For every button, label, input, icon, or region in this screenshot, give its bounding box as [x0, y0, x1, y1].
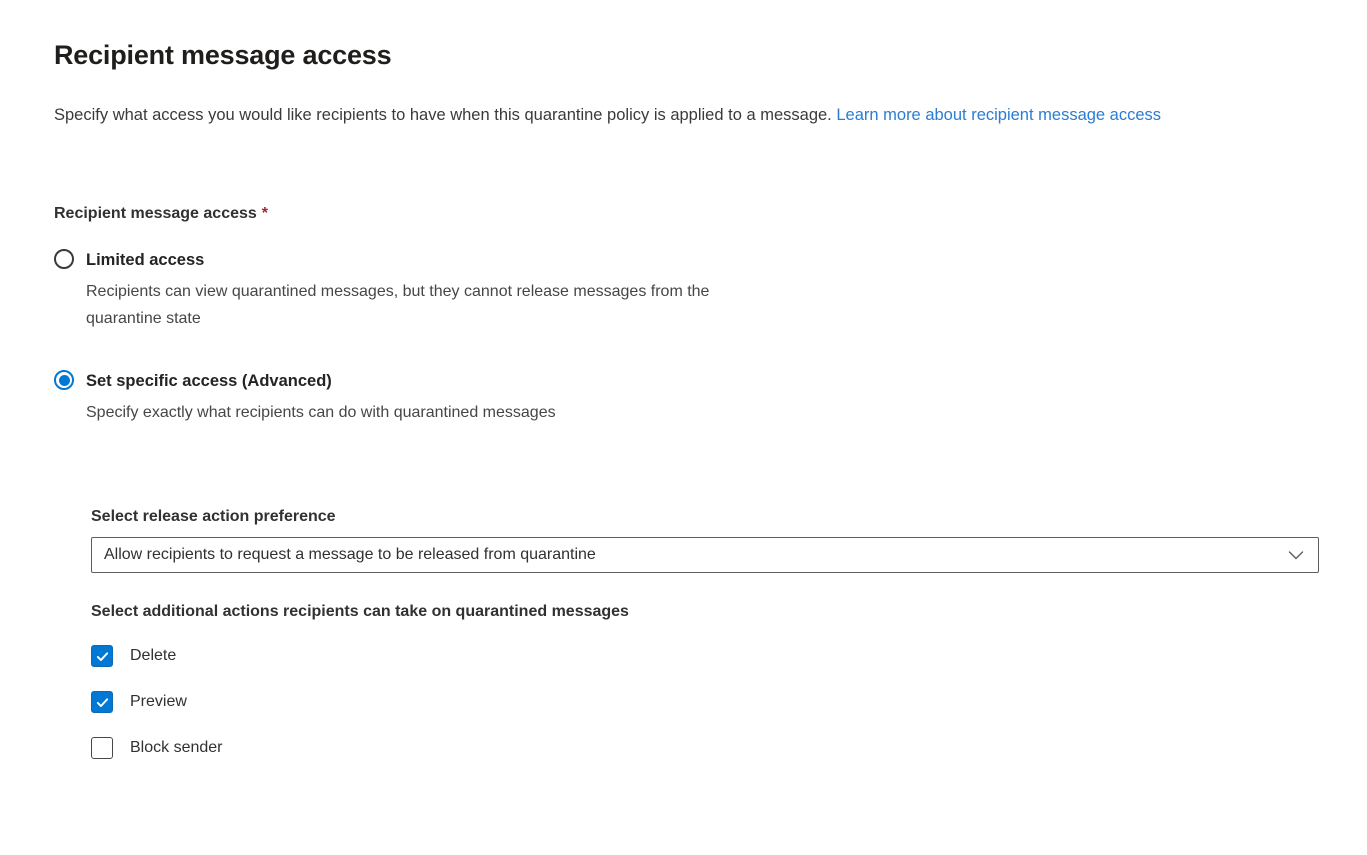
checkbox-row-delete[interactable]: [91, 645, 1319, 667]
access-radio-group: [54, 249, 1319, 426]
check-icon: [95, 649, 110, 664]
checkbox-delete[interactable]: [91, 645, 113, 667]
checkbox-row-preview[interactable]: [91, 691, 1319, 713]
release-action-dropdown[interactable]: [91, 537, 1319, 573]
radio-selected-dot: [59, 375, 70, 386]
radio-description-set-specific-access: Specify exactly what recipients can do with quarantined messages: [86, 404, 556, 421]
release-action-label: Select release action preference: [91, 508, 336, 525]
checkbox-label-delete: Delete: [130, 647, 177, 664]
page-description: [54, 101, 1189, 129]
advanced-access-section: [91, 508, 1319, 759]
radio-option-set-specific-access[interactable]: [54, 370, 1319, 426]
radio-description-limited-access: Recipients can view quarantined messages, but they cannot release messages from the quarantine state: [86, 283, 710, 327]
learn-more-link[interactable]: Learn more about recipient message access: [836, 106, 1162, 124]
radio-label-set-specific-access: Set specific access (Advanced): [86, 372, 332, 390]
additional-actions-checkbox-list: [91, 645, 1319, 759]
release-action-dropdown-value: Allow recipients to request a message to be released from quarantine: [104, 546, 596, 563]
checkbox-block-sender[interactable]: [91, 737, 113, 759]
radio-button-set-specific-access[interactable]: [54, 370, 74, 390]
required-asterisk: *: [261, 205, 269, 222]
page-title: Recipient message access: [54, 40, 392, 70]
page-description-text: Specify what access you would like recipients to have when this quarantine policy is applied to a message.: [54, 106, 832, 124]
access-field-label-text: Recipient message access: [54, 205, 257, 222]
additional-actions-label: Select additional actions recipients can take on quarantined messages: [91, 603, 629, 620]
checkbox-label-block-sender: Block sender: [130, 739, 223, 756]
checkbox-label-preview: Preview: [130, 693, 187, 710]
radio-button-limited-access[interactable]: [54, 249, 74, 269]
checkbox-row-block-sender[interactable]: [91, 737, 1319, 759]
chevron-down-icon: [1288, 550, 1304, 561]
radio-label-limited-access: Limited access: [86, 251, 205, 269]
check-icon: [95, 695, 110, 710]
checkbox-preview[interactable]: [91, 691, 113, 713]
radio-option-limited-access[interactable]: [54, 249, 1319, 332]
access-field-label: [54, 205, 1319, 223]
